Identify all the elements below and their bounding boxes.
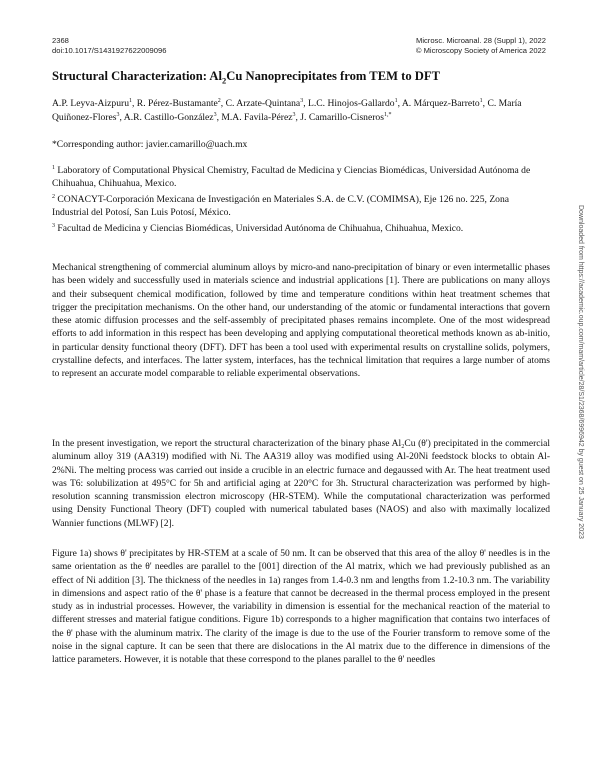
header-left — [52, 36, 166, 56]
download-note-text: Downloaded from https://academic.oup.com/mam/article/28/S1/2368/6996942 by guest on 25 January 2023 — [577, 205, 584, 539]
affiliation: $^1$ Laboratory of Computational Physical Chemistry, Facultad de Medicina y Ciencias Biomédicas, Universidad Autónoma de Chihuahua, Chihuahua, Mexico. — [52, 164, 531, 190]
title-subscript: 2 — [221, 75, 227, 86]
doi[interactable]: doi:10.1017/S1431927622009096 — [52, 46, 167, 55]
author: A.R. Castillo-González$^3$, — [123, 111, 222, 123]
author: R. Pérez-Bustamante$^2$, — [136, 97, 226, 109]
affiliation: $^2$ CONACYT-Corporación Mexicana de Investigación en Materiales S.A. de C.V. (COMIMSA), Eje 126 no. 225, Zona Industrial del Potosí, San Luis Potosí, México. — [52, 193, 510, 219]
author: J. Camarillo-Cisneros$^{1,*}$ — [300, 111, 392, 123]
author: A.P. Leyva-Aizpuru$^1$, — [52, 97, 137, 109]
download-note — [574, 205, 586, 580]
copyright: © Microscopy Society of America 2022 — [415, 46, 546, 55]
page-number: 2368 — [52, 36, 69, 45]
affiliation: $^3$ Facultad de Medicina y Ciencias Biomédicas, Universidad Autónoma de Chihuahua, Chihuahua, Mexico. — [52, 222, 464, 234]
author: L.C. Hinojos-Gallardo$^1$, — [307, 97, 402, 109]
author: M.A. Favila-Pérez$^3$, — [221, 111, 301, 123]
journal-citation: Microsc. Microanal. 28 (Suppl 1), 2022 — [416, 36, 546, 45]
author-list — [52, 97, 550, 124]
body-paragraph-3: Figure 1a) shows θ' precipitates by HR-STEM at a scale of 50 nm. It can be observed that this area of the alloy θ' needles is in the same orientation as the θ' needles are parallel to the [001] direction of the Al matrix, which we had previously published as an effect of Ni addition [3]. The thickness of the needles in 1a) ranges from 1.4-0.3 nm and lengths from 1.2-10.3 nm. The variability in dimensions and aspect ratio of the θ' phase is a feature that cannot be decreased in the thermal process employed in the present study as in industrial processes. However, the variability in dimension is essential for the mechanical reaction of the material to different stresses and material fatigue conditions. Figure 1b) corresponds to a higher magnification that contains two interfaces of the θ' phase with the aluminum matrix. The clarity of the image is due to the use of the Fourier transform to remove some of the noise in the signal capture. It can be seen that there are dislocations in the Al matrix due to the difference in dimensions of the lattice parameters. However, it is notable that these correspond to the planes parallel to the θ' needles — [52, 549, 550, 666]
affiliations — [52, 164, 548, 237]
header-right — [416, 36, 546, 56]
paper-title — [52, 69, 552, 86]
body-paragraph-1: Mechanical strengthening of commercial aluminum alloys by micro-and nano-precipitation of binary or even intermetallic phases has been widely and successfully used in materials science and industrial applications [1]. There are publications on many alloys and their subsequent chemical modification, followed by time and temperature conditions within heat treatment schemes that trigger the precipitation mechanisms. On the other hand, our understanding of the atomic or fundamental interactions that govern these atomic diffusion processes and the self-assembly of precipitated phases remains incomplete. One of the most widespread efforts to add information in this respect has been developing and applying computational theoretical methods known as ab-initio, in particular density functional theory (DFT). DFT has been a tool used with experimental results on crystalline solids, polymers, crystalline defects, and interfaces. The latter system, interfaces, has the technical limitation that requires a large number of atoms to represent an accurate model comparable to reliable experimental observations. — [52, 263, 550, 380]
corresponding-author: *Corresponding author: javier.camarillo@uach.mx — [52, 139, 248, 150]
author: A. Márquez-Barreto$^1$, — [401, 97, 488, 109]
author: C. Arzate-Quintana$^3$, — [225, 97, 308, 109]
title-part-2: Cu Nanoprecipitates from TEM to DFT — [226, 69, 440, 83]
title-part-1: Structural Characterization: Al — [52, 69, 222, 83]
author: C. María Quiñonez-Flores$^3$, — [52, 98, 522, 123]
body-paragraph-2: In the present investigation, we report the structural characterization of the binary phase Al₂Cu (θ') precipitated in the commercial aluminum alloy 319 (AA319) modified with Ni. The AA319 alloy was modified using Al-20Ni feedstock blocks to obtain Al-2%Ni. The melting process was carried out inside a crucible in an electric furnace and degaussed with Ar. The heat treatment used was T6: solubilization at 495°C for 5h and artificial aging at 220°C for 3h. Structural characterization was performed by high-resolution scanning transmission electron microscopy (HR-STEM). While the computational characterization was performed using Density Functional Theory (DFT) coupled with numerical tabulated bases (NAOS) and also with maximally localized Wannier functions (MLWF) [2]. — [52, 439, 550, 529]
